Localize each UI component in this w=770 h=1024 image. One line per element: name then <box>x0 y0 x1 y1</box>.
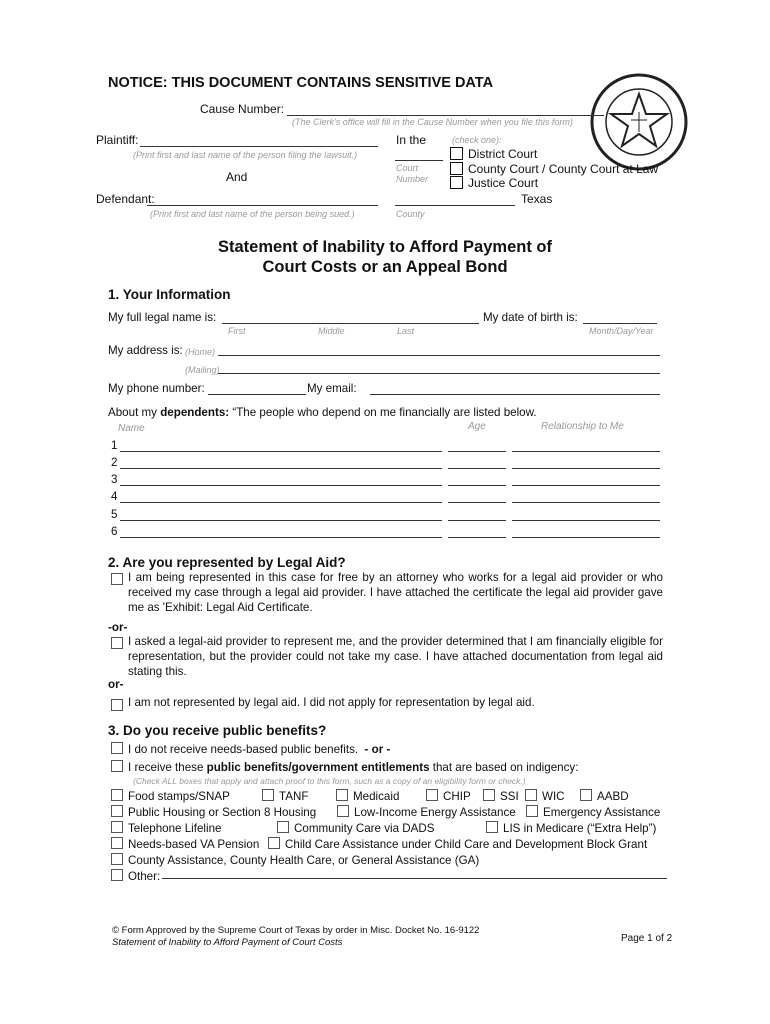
option-label-bold: public benefits/government entitlements <box>206 761 430 774</box>
row-number: 2 <box>111 456 118 469</box>
phone-label: My phone number: <box>108 382 205 395</box>
receive-benefits-option[interactable] <box>111 760 578 774</box>
legal-aid-declined-checkbox[interactable] <box>111 637 123 649</box>
option-label: Telephone Lifeline <box>128 822 222 835</box>
option-label: Other: <box>128 870 161 883</box>
dependent-relationship-field[interactable] <box>512 520 660 521</box>
legal-aid-represented-checkbox[interactable] <box>111 573 123 585</box>
option-label: County Assistance, County Health Care, or General Assistance (GA) <box>128 854 480 867</box>
dependent-age-field[interactable] <box>448 502 506 503</box>
benefit-option[interactable] <box>111 805 316 819</box>
dependent-age-field[interactable] <box>448 537 506 538</box>
defendant-label: Defendant: <box>96 192 155 206</box>
option-label: LIS in Medicare (“Extra Help”) <box>503 822 657 835</box>
home-hint: (Home) <box>185 347 216 357</box>
benefit-option[interactable] <box>486 821 656 835</box>
dependent-name-field[interactable] <box>120 468 442 469</box>
benefit-option[interactable] <box>337 805 516 819</box>
option-label: WIC <box>542 790 565 803</box>
benefit-option[interactable] <box>483 789 519 803</box>
checkbox[interactable] <box>111 742 123 754</box>
checkbox[interactable] <box>111 760 123 772</box>
checkbox[interactable] <box>277 821 289 833</box>
benefit-option[interactable] <box>277 821 434 835</box>
checkbox[interactable] <box>111 837 123 849</box>
check-one-hint: (check one): <box>452 135 502 145</box>
home-address-field[interactable] <box>218 355 660 356</box>
first-hint: First <box>228 326 246 336</box>
col-relationship-header: Relationship to Me <box>541 421 624 432</box>
row-number: 3 <box>111 473 118 486</box>
not-represented-checkbox[interactable] <box>111 699 123 711</box>
form-title-line1: Statement of Inability to Afford Payment of <box>218 238 552 256</box>
dependents-intro: About my dependents: “The people who depend on me financially are listed below. <box>108 406 537 419</box>
dependent-name-field[interactable] <box>120 502 442 503</box>
other-benefit-field[interactable] <box>162 878 667 879</box>
texas-label: Texas <box>521 192 553 206</box>
phone-field[interactable] <box>208 394 306 395</box>
dependent-age-field[interactable] <box>448 468 506 469</box>
checkbox[interactable] <box>483 789 495 801</box>
footer-approval: © Form Approved by the Supreme Court of Texas by order in Misc. Docket No. 16-9122 <box>112 925 480 936</box>
legal-aid-option-1: I am being represented in this case for free by an attorney who works for a legal aid provider or who received my case through a legal aid provider. I have attached the certificate the legal aid provider gave me as 'Exhibit: Legal Aid Certificate. <box>128 571 663 614</box>
section-2-heading: 2. Are you represented by Legal Aid? <box>108 555 346 570</box>
mailing-hint: (Mailing) <box>185 365 220 375</box>
option-label: Low-Income Energy Assistance <box>354 806 516 819</box>
benefit-option[interactable] <box>525 789 565 803</box>
col-name-header: Name <box>118 423 145 434</box>
checkbox[interactable] <box>336 789 348 801</box>
option-label: AABD <box>597 790 629 803</box>
cause-number-hint: (The Clerk's office will fill in the Cause Number when you file this form) <box>292 117 573 127</box>
and-label: And <box>226 170 248 184</box>
checkbox[interactable] <box>111 853 123 865</box>
benefit-option[interactable] <box>111 821 221 835</box>
no-benefits-option[interactable] <box>111 742 390 756</box>
benefit-option[interactable] <box>111 869 160 883</box>
dependent-relationship-field[interactable] <box>512 485 660 486</box>
full-name-field[interactable] <box>222 323 479 324</box>
plaintiff-field[interactable] <box>140 146 378 147</box>
option-label: SSI <box>500 790 519 803</box>
dependent-name-field[interactable] <box>120 520 442 521</box>
court-option-county[interactable] <box>450 162 658 176</box>
address-label: My address is: <box>108 344 183 357</box>
checkbox[interactable] <box>450 147 463 160</box>
court-number-hint: Court Number <box>396 163 429 184</box>
section-3-heading: 3. Do you receive public benefits? <box>108 723 327 738</box>
court-option-district[interactable] <box>450 147 537 161</box>
defendant-hint: (Print first and last name of the person being sued.) <box>150 209 355 219</box>
col-age-header: Age <box>468 421 486 432</box>
benefit-option[interactable] <box>268 837 647 851</box>
row-number: 4 <box>111 490 118 503</box>
option-label: District Court <box>468 147 538 161</box>
checkbox[interactable] <box>111 821 123 833</box>
cause-number-label: Cause Number: <box>200 102 285 116</box>
option-label: that are based on indigency: <box>429 761 579 774</box>
full-name-label: My full legal name is: <box>108 311 217 324</box>
supreme-court-seal-icon <box>589 72 689 172</box>
row-number: 5 <box>111 508 118 521</box>
benefit-option[interactable] <box>111 789 230 803</box>
cause-number-field[interactable] <box>287 115 604 116</box>
email-field[interactable] <box>370 394 660 395</box>
option-label: Emergency Assistance <box>543 806 661 819</box>
notice-heading: NOTICE: THIS DOCUMENT CONTAINS SENSITIVE DATA <box>108 75 494 91</box>
section-1-heading: 1. Your Information <box>108 287 231 302</box>
checkbox[interactable] <box>580 789 592 801</box>
dob-field[interactable] <box>583 323 657 324</box>
dependent-name-field[interactable] <box>120 451 442 452</box>
form-title-line2: Court Costs or an Appeal Bond <box>262 258 508 276</box>
dependent-name-field[interactable] <box>120 537 442 538</box>
row-number: 1 <box>111 439 118 452</box>
middle-hint: Middle <box>318 326 345 336</box>
plaintiff-label: Plaintiff: <box>96 133 139 147</box>
checkbox[interactable] <box>426 789 438 801</box>
dependent-relationship-field[interactable] <box>512 502 660 503</box>
mailing-address-field[interactable] <box>218 373 660 374</box>
dependent-relationship-field[interactable] <box>512 537 660 538</box>
option-label: Community Care via DADS <box>294 822 435 835</box>
option-label: Child Care Assistance under Child Care and Development Block Grant <box>285 838 648 851</box>
or-separator: -or- <box>108 621 128 634</box>
row-number: 6 <box>111 525 118 538</box>
option-label: I receive these <box>128 761 207 774</box>
option-label: Public Housing or Section 8 Housing <box>128 806 317 819</box>
dob-hint: Month/Day/Year <box>589 326 654 336</box>
checkbox[interactable] <box>526 805 538 817</box>
option-label: CHIP <box>443 790 471 803</box>
email-label: My email: <box>307 382 357 395</box>
or-separator: or- <box>108 678 124 691</box>
court-number-field[interactable] <box>395 160 443 161</box>
option-label: Food stamps/SNAP <box>128 790 230 803</box>
county-hint: County <box>396 209 425 219</box>
last-hint: Last <box>397 326 415 336</box>
checkbox[interactable] <box>525 789 537 801</box>
dependent-age-field[interactable] <box>448 520 506 521</box>
dob-label: My date of birth is: <box>483 311 578 324</box>
county-field[interactable] <box>395 205 515 206</box>
benefit-option[interactable] <box>111 837 259 851</box>
option-label: I do not receive needs-based public benefits. <box>128 743 359 756</box>
checkbox[interactable] <box>111 805 123 817</box>
checkbox[interactable] <box>268 837 280 849</box>
footer-form-name: Statement of Inability to Afford Payment of Court Costs <box>112 937 343 948</box>
dependent-age-field[interactable] <box>448 485 506 486</box>
legal-aid-option-2: I asked a legal-aid provider to represent me, and the provider determined that I am financially eligible for representation, but the provider could not take my case. I have attached documentation from legal aid stating this. <box>128 635 663 678</box>
in-the-label: In the <box>396 133 427 147</box>
dependent-name-field[interactable] <box>120 485 442 486</box>
checkbox[interactable] <box>111 789 123 801</box>
benefit-option[interactable] <box>336 789 399 803</box>
or-separator: - or - <box>364 743 391 756</box>
dependent-relationship-field[interactable] <box>512 451 660 452</box>
court-option-justice[interactable] <box>450 176 538 190</box>
benefits-hint: (Check ALL boxes that apply and attach proof to this form, such as a copy of an eligibility form or check.) <box>133 776 526 786</box>
page-number: Page 1 of 2 <box>621 933 673 944</box>
benefit-option[interactable] <box>426 789 471 803</box>
checkbox[interactable] <box>111 869 123 881</box>
benefit-option[interactable] <box>262 789 308 803</box>
option-label: County Court / County Court at Law <box>468 162 659 176</box>
option-label: Justice Court <box>468 176 539 190</box>
checkbox[interactable] <box>450 162 463 175</box>
benefit-option[interactable] <box>526 805 660 819</box>
plaintiff-hint: (Print first and last name of the person filing the lawsuit.) <box>133 150 358 160</box>
benefit-option[interactable] <box>580 789 629 803</box>
option-label: Needs-based VA Pension <box>128 838 260 851</box>
legal-aid-option-3: I am not represented by legal aid. I did not apply for representation by legal aid. <box>128 696 535 709</box>
option-label: Medicaid <box>353 790 400 803</box>
checkbox[interactable] <box>450 176 463 189</box>
checkbox[interactable] <box>337 805 349 817</box>
defendant-field[interactable] <box>147 205 378 206</box>
dependent-age-field[interactable] <box>448 451 506 452</box>
checkbox[interactable] <box>262 789 274 801</box>
checkbox[interactable] <box>486 821 498 833</box>
option-label: TANF <box>279 790 309 803</box>
dependent-relationship-field[interactable] <box>512 468 660 469</box>
benefit-option[interactable] <box>111 853 479 867</box>
